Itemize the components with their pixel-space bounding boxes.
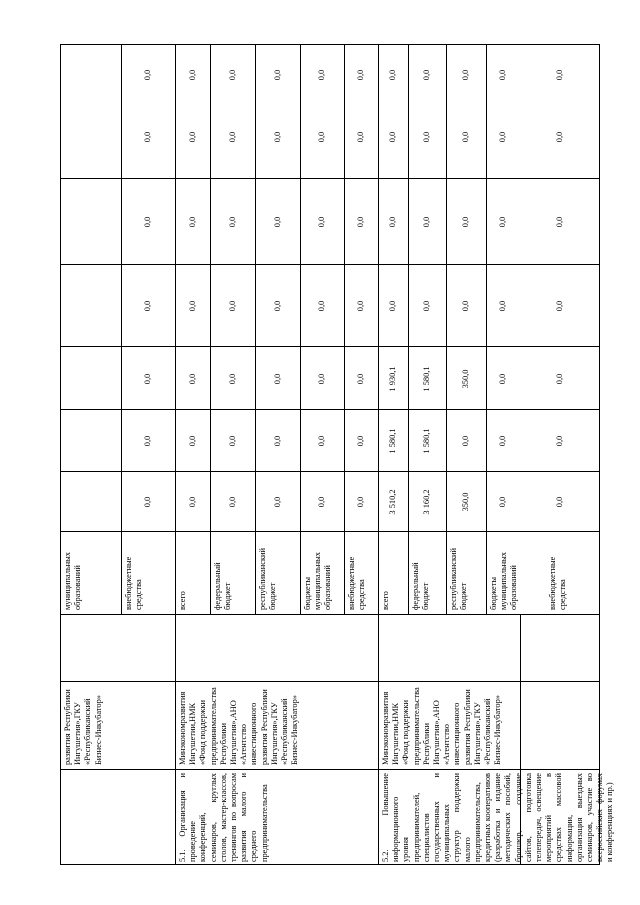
column-divider [60, 681, 600, 682]
value-cell: 0,0 [317, 373, 326, 385]
executor-cell: развития Республики Ингушетия»,ГКУ «Республиканский Бизнес-Инкубатор» [63, 687, 103, 765]
value-cell: 0,0 [143, 216, 152, 228]
value-cell: 0,0 [317, 435, 326, 447]
value-cell: 0,0 [188, 435, 197, 447]
value-cell: 0,0 [143, 435, 152, 447]
value-cell: 0,0 [188, 216, 197, 228]
value-cell: 0,0 [143, 496, 152, 508]
value-cell: 350,0 [461, 369, 470, 389]
value-cell: 0,0 [273, 496, 282, 508]
value-cell: 0,0 [228, 496, 237, 508]
value-cell: 0,0 [356, 131, 365, 143]
value-cell: 1 580,1 [422, 428, 431, 454]
value-cell: 0,0 [422, 300, 431, 312]
value-cell: 0,0 [228, 373, 237, 385]
column-divider [60, 769, 600, 770]
value-cell: 0,0 [422, 131, 431, 143]
value-cell: 0,0 [555, 131, 564, 143]
value-cell: 0,0 [143, 69, 152, 81]
column-divider [60, 346, 600, 347]
row-divider [446, 44, 447, 615]
value-cell: 0,0 [228, 216, 237, 228]
value-cell: 0,0 [143, 131, 152, 143]
value-cell: 0,0 [422, 69, 431, 81]
row-divider [408, 44, 409, 615]
value-cell: 0,0 [273, 300, 282, 312]
value-cell: 0,0 [188, 300, 197, 312]
value-cell: 0,0 [317, 216, 326, 228]
value-cell: 0,0 [228, 300, 237, 312]
value-cell: 0,0 [317, 300, 326, 312]
value-cell: 0,0 [228, 69, 237, 81]
value-cell: 0,0 [188, 69, 197, 81]
value-cell: 0,0 [188, 496, 197, 508]
value-cell: 1 580,1 [388, 428, 397, 454]
value-cell: 0,0 [422, 216, 431, 228]
value-cell: 0,0 [555, 69, 564, 81]
value-cell: 0,0 [273, 69, 282, 81]
activity-cell: 5.2. Повышение информационного уровня предпринимателей, специалистов государственных и муниципальных структур поддержки малого предпринимательства, кредитных кооперативов (разработка и издание методических пособий, брошюр, создание сайтов, подготовка телепередач, освещение мероприятий в средствах массовой информации, организация выездных семинаров, участие во всероссийских форумах и конференциях и пр.) [381, 770, 615, 862]
value-cell: 0,0 [498, 131, 507, 143]
column-divider [60, 409, 600, 410]
row-divider [378, 44, 379, 865]
value-cell: 0,0 [555, 373, 564, 385]
value-cell: 0,0 [555, 216, 564, 228]
value-cell: 0,0 [188, 373, 197, 385]
value-cell: 3 510,2 [388, 489, 397, 515]
source-cell: внебюджетные средства [124, 554, 144, 610]
source-cell: республиканский бюджет [258, 545, 278, 610]
column-divider [60, 531, 600, 532]
column-divider [60, 178, 600, 179]
value-cell: 0,0 [461, 69, 470, 81]
value-cell: 0,0 [317, 496, 326, 508]
value-cell: 0,0 [317, 131, 326, 143]
value-cell: 0,0 [498, 373, 507, 385]
row-divider [210, 44, 211, 615]
value-cell: 1 580,1 [422, 366, 431, 392]
value-cell: 0,0 [317, 69, 326, 81]
value-cell: 0,0 [356, 300, 365, 312]
source-cell: республиканский бюджет [449, 545, 469, 610]
value-cell: 0,0 [356, 496, 365, 508]
value-cell: 0,0 [388, 69, 397, 81]
row-divider [255, 44, 256, 615]
executor-cell: Минэкономразвития Ингушетии,НМК «Фонд поддержки предпринимательства Республики Ингушетия»,АНО «Агентство инвестиционного развития Республики Ингушетия»,ГКУ «Республиканский Бизнес-Инкубатор» [381, 685, 503, 765]
value-cell: 0,0 [461, 216, 470, 228]
value-cell: 1 930,1 [388, 366, 397, 392]
value-cell: 0,0 [498, 435, 507, 447]
activity-cell: 5.1. Организация и проведение конференций, семинаров, круглых столов, мастер-классов, тренингов по вопросам развития малого и среднего предпринимательства [178, 770, 269, 862]
value-cell: 0,0 [356, 373, 365, 385]
value-cell: 0,0 [461, 435, 470, 447]
source-cell: федеральный бюджет [213, 560, 233, 610]
program-financing-table [60, 44, 615, 865]
value-cell: 0,0 [273, 216, 282, 228]
value-cell: 0,0 [388, 300, 397, 312]
value-cell: 3 160,2 [422, 489, 431, 515]
executor-cell: Минэкономразвития Ингушетии,НМК «Фонд поддержки предпринимательства Республики Ингушетия»,АНО «Агентство инвестиционного развития Республики Ингушетия»,ГКУ «Республиканский Бизнес-Инкубатор» [178, 685, 300, 765]
value-cell: 0,0 [461, 300, 470, 312]
source-cell: внебюджетные средства [548, 554, 568, 610]
source-cell: федеральный бюджет [411, 560, 431, 610]
value-cell: 0,0 [228, 435, 237, 447]
value-cell: 0,0 [498, 216, 507, 228]
value-cell: 0,0 [498, 496, 507, 508]
table-frame [60, 44, 600, 865]
row-divider [175, 44, 176, 865]
value-cell: 0,0 [356, 69, 365, 81]
column-divider [60, 614, 600, 615]
row-divider [344, 44, 345, 615]
row-divider [300, 44, 301, 615]
value-cell: 0,0 [228, 131, 237, 143]
value-cell: 0,0 [188, 131, 197, 143]
value-cell: 0,0 [498, 69, 507, 81]
value-cell: 0,0 [388, 131, 397, 143]
value-cell: 0,0 [273, 435, 282, 447]
source-cell: бюджеты муниципальных образований [489, 549, 519, 610]
value-cell: 0,0 [555, 435, 564, 447]
column-divider [60, 471, 600, 472]
row-divider [486, 44, 487, 615]
source-cell: муниципальных образований [63, 549, 83, 610]
value-cell: 0,0 [356, 216, 365, 228]
value-cell: 0,0 [273, 373, 282, 385]
value-cell: 0,0 [143, 300, 152, 312]
value-cell: 0,0 [388, 216, 397, 228]
value-cell: 0,0 [555, 496, 564, 508]
source-cell: всего [178, 591, 187, 610]
row-divider [121, 44, 122, 615]
value-cell: 0,0 [273, 131, 282, 143]
value-cell: 350,0 [461, 492, 470, 512]
source-cell: внебюджетные средства [347, 554, 367, 610]
value-cell: 0,0 [356, 435, 365, 447]
value-cell: 0,0 [461, 131, 470, 143]
value-cell: 0,0 [498, 300, 507, 312]
column-divider [60, 264, 600, 265]
value-cell: 0,0 [555, 300, 564, 312]
source-cell: всего [381, 591, 390, 610]
value-cell: 0,0 [143, 373, 152, 385]
source-cell: бюджеты муниципальных образований [303, 549, 333, 610]
